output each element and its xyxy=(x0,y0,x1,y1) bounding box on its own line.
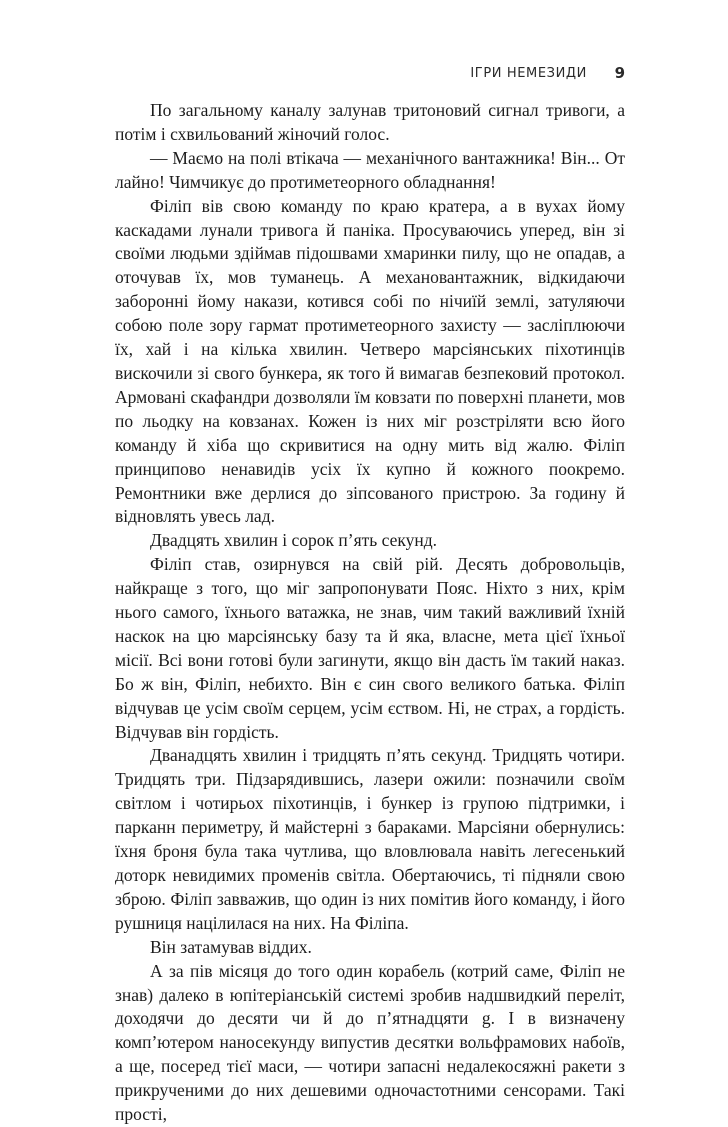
page-number: 9 xyxy=(614,64,625,82)
paragraph: А за пів місяця до того один корабель (котрий саме, Філіп не знав) далеко в юпітеріанській системі зробив надшвидкий переліт, доходячи до десяти чи й до п’ятнадцяти g. І в визначену комп’ютером наносекунду випустив десятки вольфрамових набоїв, а ще, посеред тієї маси, — чотири запасні недалекосяжні ракети з прикрученими до них дешевими одночастотними сенсорами. Такі прості, xyxy=(115,960,625,1125)
paragraph: Він затамував віддих. xyxy=(150,936,312,957)
paragraph: По загальному каналу залунав тритоновий сигнал тривоги, а потім і схвильований жіночий голос. xyxy=(115,100,625,144)
paragraph: Двадцять хвилин і сорок п’ять секунд. xyxy=(150,530,438,551)
paragraph: — Маємо на полі втікача — механічного вантажника! Він... От лайно! Чимчикує до протиметеорного обладнання! xyxy=(115,147,625,192)
body-text xyxy=(115,99,625,1127)
paragraph: Філіп вів свою команду по краю кратера, а в вухах йому каскадами лунали тривога й паніка. Просуваючись уперед, він зі своїми людьми здіймав підошвами хмаринки пилу, що не опадав, а оточував їх, мов туманець. А механовантажник, відкидаючи заборонні йому накази, котився собі по нічиїй землі, затуляючи собою поле зору гармат протиметеорного захисту — засліплюючи їх, хай і на кілька хвилин. Четверо марсіянських піхотинців вискочили зі свого бункера, як того й вимагав безпековий протокол. Армовані скафандри дозволяли їм ковзати по поверхні планети, мов по льодку на ковзанах. Кожен із них міг розстріляти всю його команду й хіба що скривитися на одну мить від жалю. Філіп принципово ненавидів усіх їх купно й кожного поокремо. Ремонтники вже дерлися до зіпсованого пристрою. За годину й відновлять увесь лад. xyxy=(115,195,625,527)
paragraph: Філіп став, озирнувся на свій рій. Десять добровольців, найкраще з того, що міг запропонувати Пояс. Ніхто з них, крім нього самого, їхнього ватажка, не знав, чим такий важливий їхній наскок на цю марсіянську базу та й яка, власне, мета цієї їхньої місії. Всі вони готові були загинути, якщо він дасть їм такий наказ. Бо ж він, Філіп, небихто. Він є син свого великого батька. Філіп відчував це усім своїм серцем, усім єством. Ні, не страх, а гордість. Відчував він гордість. xyxy=(115,554,625,742)
page-header xyxy=(115,64,625,84)
running-title: ІГРИ НЕМЕЗИДИ xyxy=(470,66,587,81)
paragraph: Дванадцять хвилин і тридцять п’ять секунд. Тридцять чотири. Тридцять три. Підзарядившись, лазери ожили: позначили своїм світлом і чотирьох піхотинців, і бункер із групою підтримки, і парканн периметру, й майстерні з бараками. Марсіяни обернулись: їхня броня була така чутлива, що вловлювала навіть легесенький доторк невидимих променів світла. Обертаючись, ті підняли свою зброю. Філіп завважив, що один із них помітив його команду, і його рушниця націлилася на них. На Філіпа. xyxy=(115,745,625,933)
